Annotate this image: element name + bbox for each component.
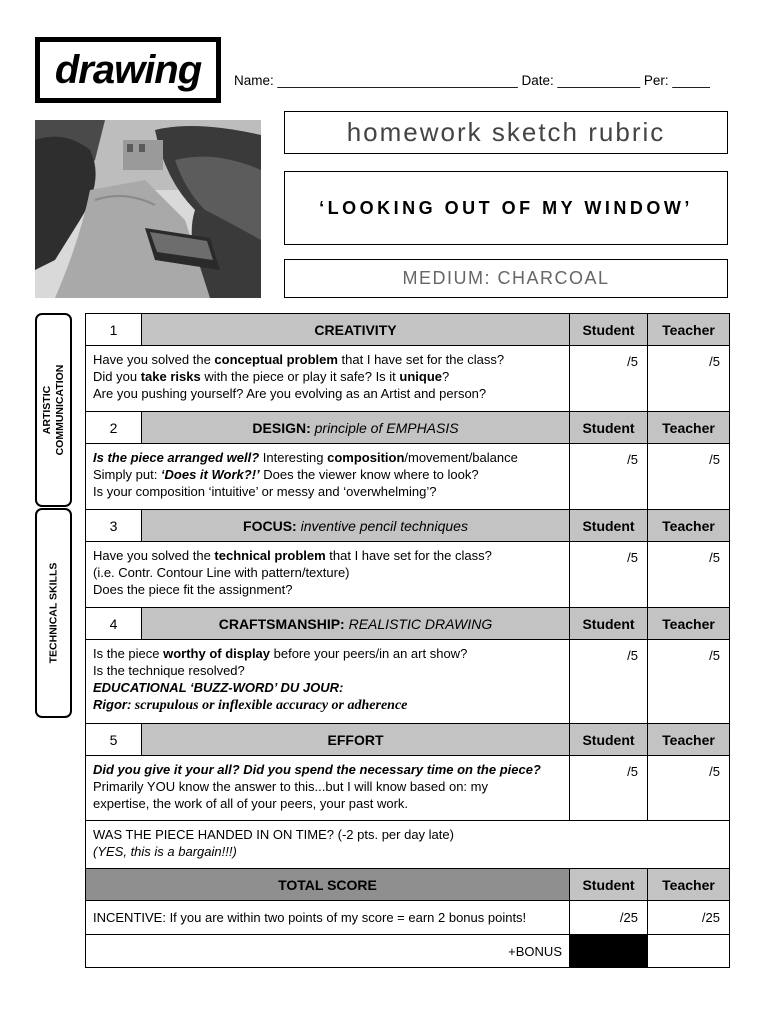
student-column-header: Student [570, 412, 648, 444]
criterion-description-row [86, 640, 730, 724]
assignment-title: ‘LOOKING OUT OF MY WINDOW’ [284, 171, 728, 245]
student-score-field[interactable]: /5 [570, 640, 648, 724]
criterion-description-row [86, 444, 730, 510]
criterion-header [86, 314, 730, 346]
student-column-header: Student [570, 724, 648, 756]
teacher-column-header: Teacher [648, 314, 730, 346]
teacher-score-field[interactable]: /5 [648, 444, 730, 510]
student-score-field[interactable]: /5 [570, 542, 648, 608]
teacher-total-field[interactable]: /25 [648, 901, 730, 935]
student-column-header: Student [570, 608, 648, 640]
teacher-score-field[interactable]: /5 [648, 640, 730, 724]
canal-photo [35, 120, 261, 298]
teacher-score-field[interactable]: /5 [648, 756, 730, 821]
criterion-title: DESIGN: principle of EMPHASIS [142, 412, 570, 444]
teacher-score-field[interactable]: /5 [648, 346, 730, 412]
criterion-number: 2 [86, 412, 142, 444]
teacher-column-header: Teacher [648, 412, 730, 444]
name-date-period-line[interactable]: Name: ________________________________ Date: ___________ Per: _____ [234, 73, 710, 88]
teacher-column-header: Teacher [648, 608, 730, 640]
drawing-logo: drawing [35, 37, 221, 103]
student-column-header: Student [570, 314, 648, 346]
criterion-number: 4 [86, 608, 142, 640]
artistic-communication-tab [35, 313, 72, 507]
criterion-title: CRAFTSMANSHIP: REALISTIC DRAWING [142, 608, 570, 640]
criterion-title: CREATIVITY [142, 314, 570, 346]
criterion-title: EFFORT [142, 724, 570, 756]
teacher-score-field[interactable]: /5 [648, 542, 730, 608]
teacher-column-header: Teacher [648, 510, 730, 542]
teacher-column-header: Teacher [648, 724, 730, 756]
incentive-text: INCENTIVE: If you are within two points of my score = earn 2 bonus points! [86, 901, 570, 935]
criterion-header [86, 412, 730, 444]
rubric-table [85, 313, 730, 968]
teacher-column-header: Teacher [648, 869, 730, 901]
criterion-description-row [86, 542, 730, 608]
criterion-description: Did you give it your all? Did you spend the necessary time on the piece? Primarily YOU know the answer to this...but I will know based on: my expertise, the work of all of your peers, your past work. [86, 756, 570, 821]
criterion-description: Have you solved the technical problem that I have set for the class? (i.e. Contr. Contour Line with pattern/texture) Does the piece fit the assignment? [86, 542, 570, 608]
criterion-description: Is the piece arranged well? Interesting composition/movement/balance Simply put: ‘Does it Work?!’ Does the viewer know where to look? Is your composition ‘intuitive’ or messy and ‘overwhelming’? [86, 444, 570, 510]
criterion-title: FOCUS: inventive pencil techniques [142, 510, 570, 542]
student-score-field[interactable]: /5 [570, 346, 648, 412]
criterion-description-row [86, 756, 730, 821]
teacher-bonus-field[interactable] [648, 935, 730, 968]
total-score-header [86, 869, 730, 901]
criterion-number: 1 [86, 314, 142, 346]
criterion-header [86, 724, 730, 756]
bonus-label: +BONUS [86, 935, 570, 968]
on-time-row [86, 821, 730, 869]
medium-label: MEDIUM: CHARCOAL [284, 259, 728, 298]
technical-skills-label: TECHNICAL SKILLS [47, 562, 59, 664]
artistic-communication-label: ARTISTIC COMMUNICATION [40, 364, 66, 456]
rubric-title: homework sketch rubric [284, 111, 728, 154]
criterion-number: 5 [86, 724, 142, 756]
bonus-row [86, 935, 730, 968]
student-score-field[interactable]: /5 [570, 756, 648, 821]
incentive-row [86, 901, 730, 935]
criterion-header [86, 510, 730, 542]
criterion-header [86, 608, 730, 640]
on-time-question: WAS THE PIECE HANDED IN ON TIME? (-2 pts. per day late) (YES, this is a bargain!!!) [86, 821, 730, 869]
criterion-description-row [86, 346, 730, 412]
student-total-field[interactable]: /25 [570, 901, 648, 935]
criterion-description: Have you solved the conceptual problem that I have set for the class? Did you take risks with the piece or play it safe? Is it unique? Are you pushing yourself? Are you evolving as an Artist and person? [86, 346, 570, 412]
student-bonus-blackout [570, 935, 648, 968]
student-column-header: Student [570, 510, 648, 542]
student-column-header: Student [570, 869, 648, 901]
total-score-label: TOTAL SCORE [86, 869, 570, 901]
criterion-number: 3 [86, 510, 142, 542]
technical-skills-tab [35, 508, 72, 718]
criterion-description: Is the piece worthy of display before your peers/in an art show? Is the technique resolved? EDUCATIONAL ‘BUZZ-WORD’ DU JOUR: Rigor: scrupulous or inflexible accuracy or adherence [86, 640, 570, 724]
student-score-field[interactable]: /5 [570, 444, 648, 510]
